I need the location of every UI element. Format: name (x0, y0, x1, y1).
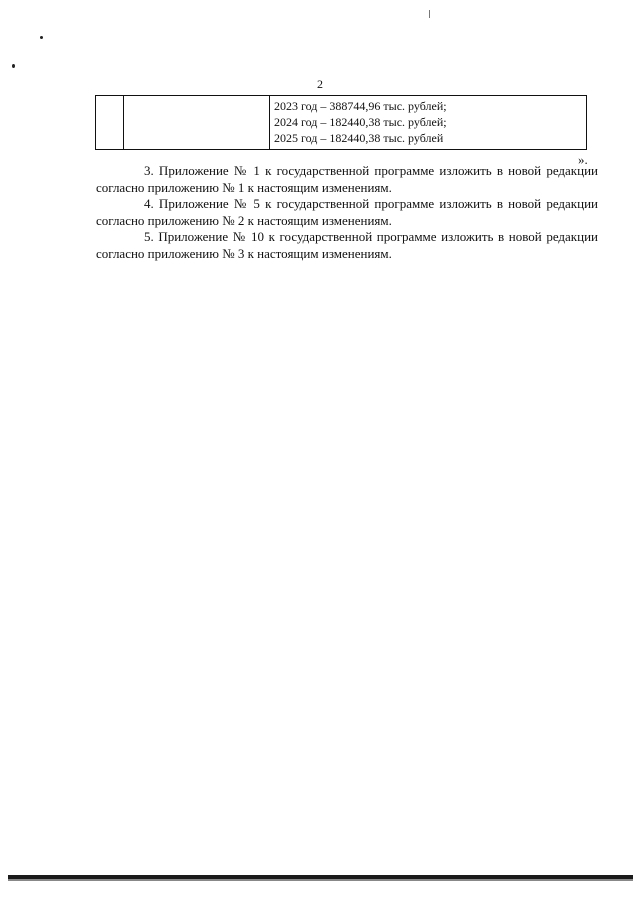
scan-speck (12, 64, 15, 68)
scan-speck (429, 10, 430, 18)
amendment-text (96, 163, 598, 262)
table-row (96, 96, 587, 150)
funding-line-2023: 2023 год – 388744,96 тыс. рублей; (274, 99, 447, 113)
table-cell-funding (270, 96, 587, 150)
scan-speck (40, 36, 43, 39)
funding-line-2025: 2025 год – 182440,38 тыс. рублей (274, 131, 444, 145)
paragraph-item-5: 5. Приложение № 10 к государственной программе изложить в новой редакции согласно приложению № 3 к настоящим изменениям. (96, 229, 598, 261)
closing-quote: ». (578, 152, 588, 167)
table-cell-label (124, 96, 270, 150)
funding-line-2024: 2024 год – 182440,38 тыс. рублей; (274, 115, 447, 129)
paragraph-item-3: 3. Приложение № 1 к государственной программе изложить в новой редакции согласно приложению № 1 к настоящим изменениям. (96, 163, 598, 195)
paragraph-item-4: 4. Приложение № 5 к государственной программе изложить в новой редакции согласно приложению № 2 к настоящим изменениям. (96, 196, 598, 228)
page-number: 2 (317, 77, 323, 91)
scan-bottom-edge-shadow (8, 879, 633, 881)
funding-table (95, 95, 587, 150)
table-cell-number (96, 96, 124, 150)
